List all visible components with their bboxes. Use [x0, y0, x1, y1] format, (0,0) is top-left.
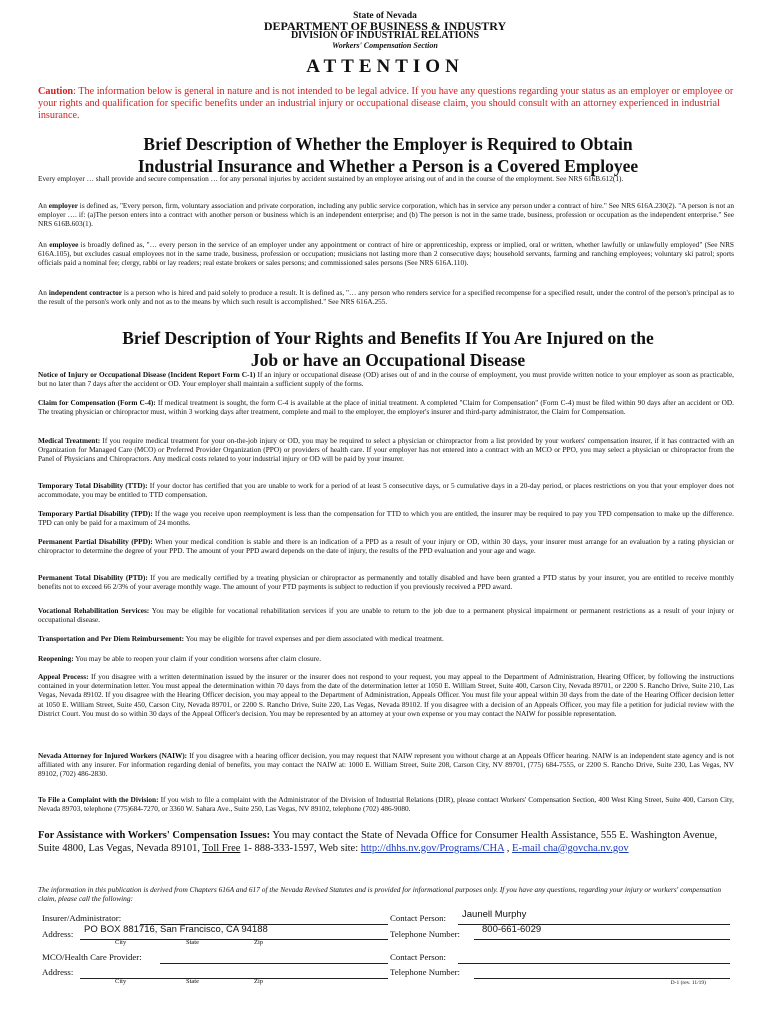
employer-definition-paragraph [38, 201, 734, 229]
form-revision-id: D-1 (rev. 11/19) [670, 980, 706, 986]
p2-body: is defined as, "Every person, firm, voluntary association and private corporation, including any public service corporation, which has in service any person under a contract of hire." See NRS 616A.230(2). "A person is not an employer …. if: (a)The person enters into a contract with another person or business which is an independent enterprise; and (b) The person is not in the same trade, business, profession or occupation as the independent enterprise." See NRS 616B.603(1). [38, 201, 734, 229]
employee-definition-paragraph [38, 240, 734, 268]
state-label: State [186, 939, 199, 946]
assistance-label: For Assistance with Workers' Compensation Issues: [38, 830, 271, 841]
p4-pre: An [38, 288, 49, 297]
section2-title [38, 327, 738, 371]
state-name: State of Nevada [353, 11, 417, 21]
item-term: Permanent Partial Disability (PPD): [38, 537, 153, 546]
employer-obligation-paragraph: Every employer … shall provide and secure compensation … for any personal injuries by accident sustained by an employee arising out of and in the course of the employment. See NRS 616B.612(1). [38, 174, 624, 183]
item-term: Permanent Total Disability (PTD): [38, 573, 148, 582]
toll-free-label: Toll Free [202, 842, 241, 854]
mco-state-label: State [186, 978, 199, 985]
attention-heading: ATTENTION [306, 56, 464, 77]
naiw-item [38, 751, 734, 779]
item-term: Temporary Partial Disability (TPD): [38, 509, 153, 518]
assistance-text: You may contact the State of Nevada Office for Consumer Health Assistance, 555 E. Washington Avenue, Suite 4800, Las Vegas, Nevada 89101, [38, 830, 718, 854]
assistance-phone-text: 1- 888-333-1597, Web site: [240, 842, 361, 854]
p3-pre: An [38, 240, 50, 249]
item-term: Medical Treatment: [38, 436, 101, 445]
mco-provider-field-line[interactable] [160, 963, 388, 964]
cha-website-link[interactable]: http://dhhs.nv.gov/Programs/CHA [360, 842, 505, 854]
item-text: If you require medical treatment for your on-the-job injury or OD, you may be required to select a physician or chiropractor from a list provided by your workers' compensation insurer, if it has contracted with an Organization for Managed Care (MCO) or Preferred Provider Organization (PPO) or providers of health care. If your employer has not entered into a contract with an MCO or PPO, you may select a physician or chiropractor from the Panel of Physicians and Chiropractors. Any medical costs related to your industrial injury or OD will be paid by your insurer. [38, 436, 734, 464]
item-term: Appeal Process: [38, 672, 89, 681]
caution-notice [38, 86, 738, 122]
contact-person-value[interactable]: Jaunell Murphy [462, 909, 527, 920]
tpd-item [38, 509, 734, 527]
employer-term: employer [48, 201, 78, 210]
claim-for-compensation-item [38, 398, 734, 416]
item-text: If you are medically certified by a treating physician or chiropractor as permanently and totally disabled and have been granted a PTD status by your insurer, you are entitled to receive monthly benefits not to exceed 66 2/3% of your average monthly wage. The amount of your PTD payments is subject to reduction if you previously received a PPD award. [38, 573, 734, 592]
telephone-value[interactable]: 800-661-6029 [482, 924, 542, 935]
item-text: If your doctor has certified that you are unable to work for a period of at least 5 consecutive days, or 5 cumulative days in a 20-day period, or places restrictions on you that your employer does not accommodate, you may be entitled to TTD compensation. [38, 481, 734, 500]
item-text: If you wish to file a complaint with the Administrator of the Division of Industrial Relations (DIR), please contact Workers' Compensation Section, 400 West King Street, Suite 400, Carson City, Nevada 89703, telephone (775)684-7270, or 3360 W. Sahara Ave., Suite 250, Las Vegas, NV 89102, telephone (702) 486-9080. [38, 795, 734, 814]
item-text: If you disagree with a hearing officer decision, you may request that NAIW represent you without charge at an Appeals Officer hearing. NAIW is an independent state agency and is not affiliated with any insurer. For information regarding denial of benefits, you may contact the NAIW at: 1000 E. William Street, Suite 208, Carson City, NV 89701, (775) 684-7555, or 2200 S. Rancho Drive, Suite 230, Las Vegas, NV 89102, (702) 486-2830. [38, 751, 734, 779]
item-term: Transportation and Per Diem Reimbursement: [38, 634, 185, 643]
cha-email-link[interactable]: E-mail cha@govcha.nv.gov [512, 842, 629, 854]
file-complaint-item [38, 795, 734, 813]
employee-term: employee [49, 240, 79, 249]
division-name: DIVISION OF INDUSTRIAL RELATIONS [290, 30, 480, 41]
p3-body: is broadly defined as, "… every person in the service of an employer under any appointment or contract of hire or apprenticeship, express or implied, oral or written, whether lawfully or unlawfully employed" (See NRS 616A.105), but excludes casual employees not in the same trade, business, profession or occupation; musicians not lasting more than 2 consecutive days; household servants, farming and ranching employees; voluntary ski patrol; sports officials paid a nominal fee; clergy, rabbi or lay readers; real estate brokers or sales persons; and commissioned sales persons (See NRS 616A.110). [38, 240, 734, 268]
section1-title [38, 133, 738, 177]
item-term: Vocational Rehabilitation Services: [38, 606, 150, 615]
transportation-item [38, 634, 734, 643]
city-label: City [115, 939, 127, 946]
independent-contractor-term: independent contractor [48, 288, 123, 297]
p2-pre: An [38, 201, 49, 210]
item-term: Claim for Compensation (Form C-4): [38, 398, 156, 407]
ptd-item [38, 573, 734, 591]
mco-telephone-field-line[interactable] [474, 978, 730, 979]
item-text: You may be eligible for travel expenses and per diem associated with medical treatment. [184, 634, 444, 643]
caution-label: Caution [38, 86, 74, 97]
mco-contact-person-label: Contact Person: [390, 952, 446, 962]
address-value[interactable]: PO BOX 881716, San Francisco, CA 94188 [84, 924, 268, 935]
telephone-label: Telephone Number: [390, 929, 460, 939]
insurer-label: Insurer/Administrator: [42, 913, 122, 923]
appeal-process-item [38, 672, 734, 718]
section1-title-line2: Industrial Insurance and Whether a Person is a Covered Employee [137, 156, 639, 176]
notice-of-injury-item [38, 370, 734, 388]
item-text: You may be able to reopen your claim if your condition worsens after claim closure. [73, 654, 322, 663]
item-text: You may be eligible for vocational rehabilitation services if you are unable to return to the job due to a permanent physical impairment or permanent restrictions as a result of your injury or occupational disease. [38, 606, 734, 625]
item-term: Temporary Total Disability (TTD): [38, 481, 148, 490]
item-text: If medical treatment is sought, the form C-4 is available at the place of initial treatment. A completed "Claim for Compensation" (Form C-4) must be filed within 90 days after an accident or OD. The treating physician or chiropractor must, within 3 working days after treatment, complete and mail to the employer, the employer's insurer and third-party administrator, the Claim for Compensation. [38, 398, 734, 417]
assistance-separator: , [504, 842, 513, 854]
mco-provider-label: MCO/Health Care Provider: [42, 952, 142, 962]
telephone-field-line [474, 939, 730, 940]
item-term: Notice of Injury or Occupational Disease (Incident Report Form C-1) [38, 370, 256, 379]
section2-title-line2: Job or have an Occupational Disease [250, 350, 526, 370]
mco-contact-person-field-line[interactable] [458, 963, 730, 964]
department-name: DEPARTMENT OF BUSINESS & INDUSTRY [263, 19, 507, 33]
mco-telephone-label: Telephone Number: [390, 967, 460, 977]
item-text: When your medical condition is stable and there is an indication of a PPD as a result of your injury or OD, within 30 days, your insurer must arrange for an evaluation by a rating physician or chiropractor to determine the degree of your PPD. The amount of your PPD award depends on the date of injury, the results of the PPD evaluation and your age and wage. [38, 537, 734, 556]
mco-address-label: Address: [42, 967, 74, 977]
p4-body: is a person who is hired and paid solely to produce a result. It is defined as, "… any person who renders service for a specified recompense for a specified result, under the control of the person's principal as to the result of the person's work only and not as to the means by which such result is accomplished." See NRS 616A.255. [38, 288, 735, 307]
item-text: If the wage you receive upon reemployment is less than the compensation for TTD to which you are entitled, the insurer may be required to pay you TPD compensation to make up the difference. TPD can only be paid for a maximum of 24 months. [38, 509, 734, 528]
contact-person-label: Contact Person: [390, 913, 446, 923]
caution-text: : The information below is general in nature and is not intended to be legal advice. If you have any questions regarding your status as an employer or employee or your rights and qualification for specific benefits under an industrial injury or occupational disease claim, you should consult with an attorney experienced in industrial insurance. [38, 86, 734, 121]
item-term: Reopening: [38, 654, 74, 663]
item-term: To File a Complaint with the Division: [38, 795, 159, 804]
zip-label: Zip [254, 939, 264, 946]
vocational-rehabilitation-item [38, 606, 734, 624]
section-name: Workers' Compensation Section [332, 41, 438, 50]
section2-title-line1: Brief Description of Your Rights and Benefits If You Are Injured on the [122, 328, 654, 348]
ppd-item [38, 537, 734, 555]
item-term: Nevada Attorney for Injured Workers (NAIW): [38, 751, 188, 760]
reopening-item [38, 654, 734, 663]
item-text: If an injury or occupational disease (OD) arises out of and in the course of employment, you must provide written notice to your employer as soon as practicable, but no later than 7 days after the accident or OD. Your employer shall maintain a sufficient supply of the forms. [38, 370, 735, 389]
ttd-item [38, 481, 734, 499]
address-label: Address: [42, 929, 74, 939]
informational-note: The information in this publication is derived from Chapters 616A and 617 of the Nevada Revised Statutes and is provided for informational purposes only. If you have any questions, regarding your injury or workers' compensation claim, please call the following: [38, 885, 722, 903]
section1-title-line1: Brief Description of Whether the Employer is Required to Obtain [143, 134, 633, 154]
mco-city-label: City [115, 978, 127, 985]
independent-contractor-paragraph [38, 288, 734, 306]
medical-treatment-item [38, 436, 734, 464]
assistance-paragraph [38, 830, 738, 855]
item-text: If you disagree with a written determination issued by the insurer or the insurer does not respond to your request, you may appeal to the Department of Administration, Hearing Officer, by following the instructions contained in your determination letter. You must appeal the determination within 70 days from the date of the determination letter at 1050 E. William Street, Suite 400, Carson City, Nevada 89701, or 2200 S. Rancho Drive, Suite 210, Las Vegas, Nevada 89102. If you disagree with the Hearing Officer decision, you may appeal to the Department of Administration, Appeals Officer. You must file your appeal within 30 days from the date of the Hearing Officer decision letter at 1050 E. William Street, Suite 450, Carson City, Nevada 89701, or 2200 S. Rancho Drive, Suite 220, Las Vegas, Nevada 89102. If you disagree with a decision of an Appeals Officer, you may file a petition for judicial review with the District Court. You must do so within 30 days of the Appeal Officer's decision. You may be represented by an attorney at your own expense or you may contact the NAIW for possible representation. [38, 672, 734, 718]
mco-zip-label: Zip [254, 978, 264, 985]
